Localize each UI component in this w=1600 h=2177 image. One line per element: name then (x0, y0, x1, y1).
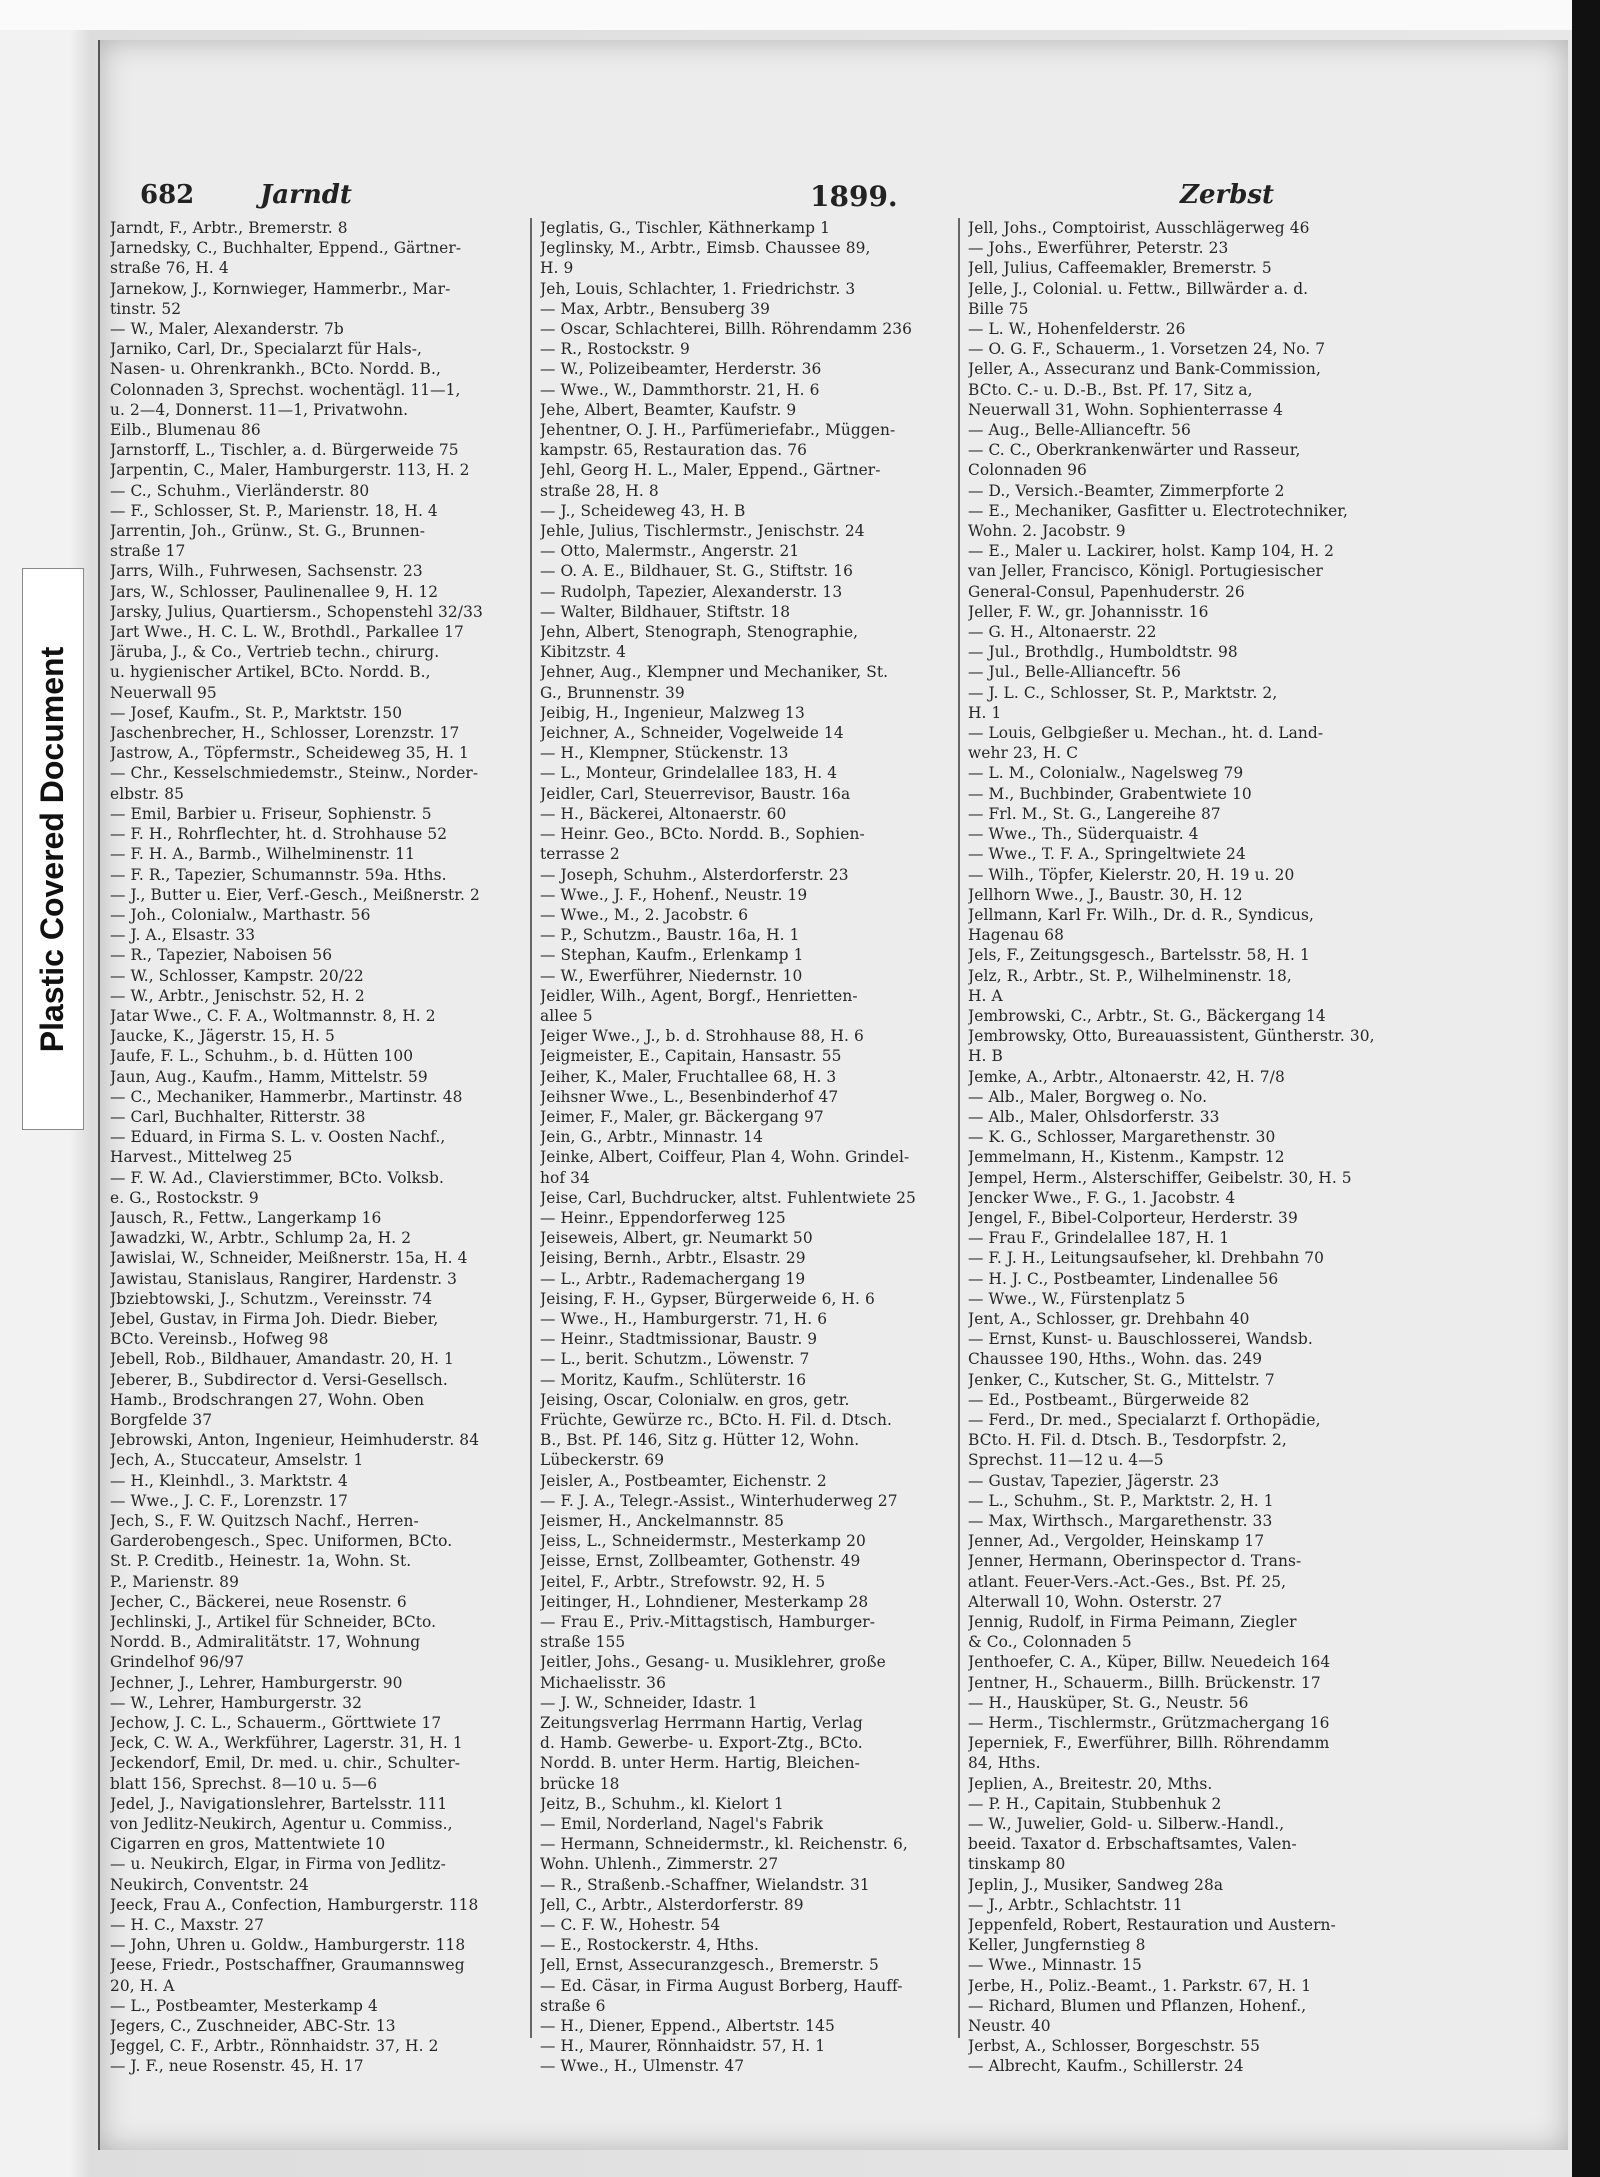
directory-entry-line: — E., Rostockerstr. 4, Hths. (540, 1936, 760, 1955)
directory-entry-line: — Wwe., J. C. F., Lorenzstr. 17 (110, 1491, 348, 1510)
directory-entry-line: Jechlinski, J., Artikel für Schneider, BCto. (110, 1613, 437, 1632)
directory-entry-line: — u. Neukirch, Elgar, in Firma von Jedlitz- (110, 1855, 446, 1874)
directory-entry-line: — C., Mechaniker, Hammerbr., Martinstr. 48 (110, 1087, 463, 1106)
directory-entry-line: Michaelisstr. 36 (540, 1673, 666, 1692)
directory-entry-line: Jawadzki, W., Arbtr., Schlump 2a, H. 2 (110, 1229, 412, 1248)
directory-entry-line: Jaschenbrecher, H., Schlosser, Lorenzstr. 17 (110, 724, 460, 743)
directory-entry-line: Nordd. B., Admiralitätstr. 17, Wohnung (110, 1633, 421, 1652)
directory-entry-line: — H., Diener, Eppend., Albertstr. 145 (540, 2017, 835, 2036)
directory-entry-line: Jell, Julius, Caffeemakler, Bremerstr. 5 (968, 259, 1272, 278)
directory-entry-line: — M., Buchbinder, Grabentwiete 10 (968, 784, 1252, 803)
directory-entry-line: u. 2—4, Donnerst. 11—1, Privatwohn. (110, 400, 409, 419)
directory-entry-line: Jeitler, Johs., Gesang- u. Musiklehrer, große (540, 1653, 886, 1672)
directory-entry-line: Jeise, Carl, Buchdrucker, altst. Fuhlentwiete 25 (540, 1188, 916, 1207)
directory-entry-line: Jent, A., Schlosser, gr. Drehbahn 40 (968, 1309, 1250, 1328)
directory-entry-line: — W., Schlosser, Kampstr. 20/22 (110, 966, 364, 985)
directory-entry-line: straße 17 (110, 542, 186, 561)
directory-entry-line: — Herm., Tischlermstr., Grützmachergang 16 (968, 1714, 1330, 1733)
directory-entry-line: Jehn, Albert, Stenograph, Stenographie, (540, 623, 859, 642)
directory-entry-line: — L., Schuhm., St. P., Marktstr. 2, H. 1 (968, 1491, 1274, 1510)
directory-entry-line: — J., Arbtr., Schlachtstr. 11 (968, 1895, 1183, 1914)
directory-entry-line: Jechner, J., Lehrer, Hamburgerstr. 90 (110, 1673, 403, 1692)
directory-entry-line: — W., Lehrer, Hamburgerstr. 32 (110, 1693, 362, 1712)
directory-entry-line: Hagenau 68 (968, 926, 1065, 945)
directory-entry-line: — Jul., Brothdlg., Humboldtstr. 98 (968, 643, 1238, 662)
directory-entry-line: Chaussee 190, Hths., Wohn. das. 249 (968, 1350, 1263, 1369)
directory-entry-line: Colonnaden 3, Sprechst. wochentägl. 11—1, (110, 380, 461, 399)
directory-entry-line: — Heinr., Eppendorferweg 125 (540, 1208, 786, 1227)
directory-entry-line: Jengel, F., Bibel-Colporteur, Herderstr. 39 (968, 1208, 1298, 1227)
right-edge-shadow (1572, 0, 1600, 2177)
directory-entry-line: hof 34 (540, 1168, 590, 1187)
directory-entry-line: elbstr. 85 (110, 784, 184, 803)
directory-entry-line: Jenthoefer, C. A., Küper, Billw. Neuedeich 164 (968, 1653, 1331, 1672)
directory-entry-line: — L. M., Colonialw., Nagelsweg 79 (968, 764, 1244, 783)
directory-entry-line: Neuerwall 31, Wohn. Sophienterrasse 4 (968, 400, 1284, 419)
directory-entry-line: — H., Hausküper, St. G., Neustr. 56 (968, 1693, 1249, 1712)
directory-entry-line: Jencker Wwe., F. G., 1. Jacobstr. 4 (968, 1188, 1236, 1207)
directory-entry-line: — Hermann, Schneidermstr., kl. Reichenstr. 6, (540, 1835, 908, 1854)
directory-entry-line: Jastrow, A., Töpfermstr., Scheideweg 35, H. 1 (110, 744, 469, 763)
directory-entry-line: — W., Maler, Alexanderstr. 7b (110, 320, 344, 339)
directory-entry-line: — Otto, Malermstr., Angerstr. 21 (540, 542, 800, 561)
directory-entry-line: Jeglatis, G., Tischler, Käthnerkamp 1 (540, 219, 831, 237)
directory-entry-line: Jeichner, A., Schneider, Vogelweide 14 (540, 724, 844, 743)
directory-entry-line: St. P. Creditb., Heinestr. 1a, Wohn. St. (110, 1552, 412, 1571)
directory-entry-line: atlant. Feuer-Vers.-Act.-Ges., Bst. Pf. 25, (968, 1572, 1287, 1591)
directory-entry-line: Jeggel, C. F., Arbtr., Rönnhaidstr. 37, H. 2 (110, 2037, 439, 2056)
directory-entry-line: — Frau F., Grindelallee 187, H. 1 (968, 1229, 1230, 1248)
directory-entry-line: — Max, Arbtr., Bensuberg 39 (540, 299, 771, 318)
directory-entry-line: Lübeckerstr. 69 (540, 1451, 665, 1470)
directory-entry-line: Jeihsner Wwe., L., Besenbinderhof 47 (540, 1087, 839, 1106)
directory-entry-line: Jatar Wwe., C. F. A., Woltmannstr. 8, H. 2 (110, 1006, 436, 1025)
directory-entry-line: — F. J. A., Telegr.-Assist., Winterhuderweg 27 (540, 1491, 898, 1510)
directory-entry-line: Jech, S., F. W. Quitzsch Nachf., Herren- (110, 1512, 419, 1530)
directory-entry-line: — L. W., Hohenfelderstr. 26 (968, 320, 1186, 339)
directory-entry-line: Jarrs, Wilh., Fuhrwesen, Sachsenstr. 23 (110, 562, 423, 581)
directory-entry-line: tinskamp 80 (968, 1855, 1066, 1874)
directory-entry-line: Jarniko, Carl, Dr., Specialarzt für Hals-, (110, 340, 423, 359)
directory-entry-line: — Heinr., Stadtmissionar, Baustr. 9 (540, 1330, 818, 1349)
header-year: 1899. (810, 180, 898, 213)
directory-entry-line: Jarpentin, C., Maler, Hamburgerstr. 113, H. 2 (110, 461, 470, 480)
directory-entry-line: B., Bst. Pf. 146, Sitz g. Hütter 12, Wohn. (540, 1431, 860, 1450)
directory-entry-line: — H. J. C., Postbeamter, Lindenallee 56 (968, 1269, 1279, 1288)
directory-entry-line: Jehner, Aug., Klempner und Mechaniker, St. (540, 663, 889, 682)
directory-entry-line: Jell, Ernst, Assecuranzgesch., Bremerstr. 5 (540, 1956, 879, 1975)
directory-entry-line: tinstr. 52 (110, 299, 182, 318)
directory-entry-line: — Moritz, Kaufm., Schlüterstr. 16 (540, 1370, 807, 1389)
directory-entry-line: — Josef, Kaufm., St. P., Marktstr. 150 (110, 703, 403, 722)
directory-entry-line: Jeglinsky, M., Arbtr., Eimsb. Chaussee 89, (540, 239, 871, 258)
directory-entry-line: Colonnaden 96 (968, 461, 1087, 480)
directory-entry-line: Borgfelde 37 (110, 1410, 213, 1429)
directory-entry-line: Bille 75 (968, 299, 1029, 318)
directory-entry-line: BCto. H. Fil. d. Dtsch. B., Tesdorpfstr. 2, (968, 1431, 1287, 1450)
directory-entry-line: — H., Bäckerei, Altonaerstr. 60 (540, 804, 787, 823)
directory-entry-line: — Alb., Maler, Ohlsdorferstr. 33 (968, 1107, 1220, 1126)
directory-entry-line: — Stephan, Kaufm., Erlenkamp 1 (540, 946, 804, 965)
directory-entry-line: Jelle, J., Colonial. u. Fettw., Billwärder a. d. (968, 279, 1309, 298)
directory-entry-line: beeid. Taxator d. Erbschaftsamtes, Valen- (968, 1835, 1297, 1854)
directory-entry-line: Jeitinger, H., Lohndiener, Mesterkamp 28 (540, 1592, 869, 1611)
directory-entry-line: Jemmelmann, H., Kistenm., Kampstr. 12 (968, 1148, 1285, 1167)
directory-entry-line: — Emil, Norderland, Nagel's Fabrik (540, 1815, 824, 1834)
directory-entry-line: straße 155 (540, 1633, 626, 1652)
directory-entry-line: Jembrowski, C., Arbtr., St. G., Bäckergang 14 (968, 1006, 1326, 1025)
directory-entry-line: — Joseph, Schuhm., Alsterdorferstr. 23 (540, 865, 849, 884)
directory-entry-line: — Wwe., J. F., Hohenf., Neustr. 19 (540, 885, 808, 904)
directory-entry-line: Jaun, Aug., Kaufm., Hamm, Mittelstr. 59 (110, 1067, 428, 1086)
directory-entry-line: — H. C., Maxstr. 27 (110, 1916, 265, 1935)
plastic-covered-label (22, 568, 84, 1130)
directory-entry-line: Alterwall 10, Wohn. Osterstr. 27 (968, 1592, 1223, 1611)
directory-entry-line: 84, Hths. (968, 1754, 1041, 1773)
directory-entry-line: Jechow, J. C. L., Schauerm., Görttwiete 17 (110, 1714, 442, 1733)
directory-entry-line: Jarnekow, J., Kornwieger, Hammerbr., Mar- (110, 279, 451, 298)
directory-entry-line: Jarnedsky, C., Buchhalter, Eppend., Gärtner- (110, 239, 462, 258)
directory-entry-line: Zeitungsverlag Herrmann Hartig, Verlag (540, 1714, 863, 1733)
directory-entry-line: — John, Uhren u. Goldw., Hamburgerstr. 118 (110, 1936, 466, 1955)
directory-entry-line: — Wwe., W., Fürstenplatz 5 (968, 1289, 1186, 1308)
directory-entry-line: Jennig, Rudolf, in Firma Peimann, Ziegler (968, 1613, 1297, 1632)
header-left-keyword: Jarndt (260, 180, 352, 210)
directory-entry-line: — J., Scheideweg 43, H. B (540, 501, 746, 520)
directory-entry-line: — L., Postbeamter, Mesterkamp 4 (110, 1996, 378, 2015)
directory-entry-line: Jedel, J., Navigationslehrer, Bartelsstr. 111 (110, 1794, 448, 1813)
directory-entry-line: Jeckendorf, Emil, Dr. med. u. chir., Schulter- (110, 1754, 461, 1773)
directory-entry-line: Früchte, Gewürze rc., BCto. H. Fil. d. Dtsch. (540, 1410, 892, 1429)
directory-entry-line: — J., Butter u. Eier, Verf.-Gesch., Meißnerstr. 2 (110, 885, 480, 904)
directory-entry-line: — W., Juwelier, Gold- u. Silberw.-Handl., (968, 1815, 1285, 1834)
directory-entry-line: — F. W. Ad., Clavierstimmer, BCto. Volksb. (110, 1168, 445, 1187)
directory-entry-line: Jeiher, K., Maler, Fruchtallee 68, H. 3 (540, 1067, 837, 1086)
directory-entry-line: Kibitzstr. 4 (540, 643, 627, 662)
directory-entry-line: — Albrecht, Kaufm., Schillerstr. 24 (968, 2057, 1244, 2076)
directory-entry-line: Jeinke, Albert, Coiffeur, Plan 4, Wohn. Grindel- (540, 1148, 910, 1167)
directory-entry-line: Harvest., Mittelweg 25 (110, 1148, 293, 1167)
directory-entry-line: — W., Ewerführer, Niedernstr. 10 (540, 966, 803, 985)
directory-entry-line: Jeller, F. W., gr. Johannisstr. 16 (968, 602, 1209, 621)
directory-entry-line: Jehentner, O. J. H., Parfümeriefabr., Müggen- (540, 421, 896, 440)
directory-entry-line: d. Hamb. Gewerbe- u. Export-Ztg., BCto. (540, 1734, 863, 1753)
directory-entry-line: Jeperniek, F., Ewerführer, Billh. Röhrendamm (968, 1734, 1330, 1753)
directory-entry-line: von Jedlitz-Neukirch, Agentur u. Commiss., (110, 1815, 453, 1834)
directory-entry-line: Jein, G., Arbtr., Minnastr. 14 (540, 1128, 763, 1147)
directory-entry-line: straße 76, H. 4 (110, 259, 229, 278)
directory-entry-line: — J. A., Elsastr. 33 (110, 926, 256, 945)
directory-entry-line: — F. R., Tapezier, Schumannstr. 59a. Hths. (110, 865, 447, 884)
directory-entry-line: — J. W., Schneider, Idastr. 1 (540, 1693, 758, 1712)
directory-entry-line: — P. H., Capitain, Stubbenhuk 2 (968, 1794, 1222, 1813)
directory-entry-line: — R., Rostockstr. 9 (540, 340, 690, 359)
directory-entry-line: — F., Schlosser, St. P., Marienstr. 18, H. 4 (110, 501, 438, 520)
directory-entry-line: Jeitel, F., Arbtr., Strefowstr. 92, H. 5 (540, 1572, 826, 1591)
page-number: 682 (140, 180, 195, 210)
directory-entry-line: — Jul., Belle-Allianceftr. 56 (968, 663, 1182, 682)
directory-entry-line: Jeplin, J., Musiker, Sandweg 28a (968, 1875, 1224, 1894)
directory-entry-line: BCto. C.- u. D.-B., Bst. Pf. 17, Sitz a, (968, 380, 1253, 399)
directory-entry-line: — Eduard, in Firma S. L. v. Oosten Nachf., (110, 1128, 446, 1147)
directory-entry-line: — L., Monteur, Grindelallee 183, H. 4 (540, 764, 838, 783)
directory-entry-line: Jarnstorff, L., Tischler, a. d. Bürgerweide 75 (110, 441, 459, 460)
directory-entry-line: brücke 18 (540, 1774, 620, 1793)
directory-entry-line: Jars, W., Schlosser, Paulinenallee 9, H. 12 (110, 582, 439, 601)
directory-entry-line: Jecher, C., Bäckerei, neue Rosenstr. 6 (110, 1592, 407, 1611)
directory-entry-line: Jenker, C., Kutscher, St. G., Mittelstr. 7 (968, 1370, 1275, 1389)
directory-entry-line: kampstr. 65, Restauration das. 76 (540, 441, 808, 460)
directory-entry-line: — Frau E., Priv.-Mittagstisch, Hamburger- (540, 1613, 876, 1632)
directory-entry-line: General-Consul, Papenhuderstr. 26 (968, 582, 1245, 601)
plastic-covered-label-text: Plastic Covered Document (34, 646, 71, 1052)
directory-entry-line: Jels, F., Zeitungsgesch., Bartelsstr. 58, H. 1 (968, 946, 1310, 965)
header-right-keyword: Zerbst (1180, 180, 1275, 210)
directory-entry-line: Jemke, A., Arbtr., Altonaerstr. 42, H. 7/8 (968, 1067, 1285, 1086)
directory-entry-line: — Rudolph, Tapezier, Alexanderstr. 13 (540, 582, 843, 601)
directory-entry-line: — Wwe., M., 2. Jacobstr. 6 (540, 905, 749, 924)
directory-entry-line: Jawislai, W., Schneider, Meißnerstr. 15a, H. 4 (110, 1249, 468, 1268)
top-margin (0, 0, 1600, 30)
directory-entry-line: Jeidler, Wilh., Agent, Borgf., Henrietten- (540, 986, 858, 1005)
directory-entry-line: Jeising, Oscar, Colonialw. en gros, getr. (540, 1390, 850, 1409)
directory-entry-line: Jeiger Wwe., J., b. d. Strohhause 88, H. 6 (540, 1027, 864, 1046)
directory-entry-line: Jbziebtowski, J., Schutzm., Vereinsstr. 74 (110, 1289, 433, 1308)
directory-entry-line: Jeplien, A., Breitestr. 20, Mths. (968, 1774, 1213, 1793)
directory-entry-line: Jeppenfeld, Robert, Restauration und Austern- (968, 1916, 1336, 1935)
directory-entry-line: — Wwe., T. F. A., Springeltwiete 24 (968, 845, 1246, 864)
directory-entry-line: — Ed. Cäsar, in Firma August Borberg, Hauff- (540, 1976, 903, 1995)
directory-entry-line: Jeising, Bernh., Arbtr., Elsastr. 29 (540, 1249, 806, 1268)
directory-entry-line: Jell, C., Arbtr., Alsterdorferstr. 89 (540, 1895, 804, 1914)
directory-entry-line: — P., Schutzm., Baustr. 16a, H. 1 (540, 926, 800, 945)
directory-entry-line: Hamb., Brodschrangen 27, Wohn. Oben (110, 1390, 425, 1409)
directory-entry-line: Jaucke, K., Jägerstr. 15, H. 5 (110, 1027, 335, 1046)
directory-entry-line: Neukirch, Conventstr. 24 (110, 1875, 309, 1894)
directory-entry-line: Jeh, Louis, Schlachter, 1. Friedrichstr. 3 (540, 279, 856, 298)
directory-entry-line: — Heinr. Geo., BCto. Nordd. B., Sophien- (540, 825, 865, 844)
directory-entry-line: Jebrowski, Anton, Ingenieur, Heimhuderstr. 84 (110, 1431, 480, 1450)
directory-entry-line: — R., Straßenb.-Schaffner, Wielandstr. 31 (540, 1875, 870, 1894)
directory-entry-line: — O. G. F., Schauerm., 1. Vorsetzen 24, No. 7 (968, 340, 1326, 359)
directory-entry-line: Jeese, Friedr., Postschaffner, Graumannsweg (110, 1956, 465, 1975)
directory-entry-line: — Chr., Kesselschmiedemstr., Steinw., Norder- (110, 764, 479, 783)
directory-entry-line: — Wwe., Th., Süderquaistr. 4 (968, 825, 1199, 844)
directory-entry-line: — E., Maler u. Lackirer, holst. Kamp 104, H. 2 (968, 542, 1335, 561)
directory-entry-line: — Oscar, Schlachterei, Billh. Röhrendamm 236 (540, 320, 913, 339)
directory-entry-line: Jentner, H., Schauerm., Billh. Brückenstr. 17 (968, 1673, 1321, 1692)
directory-entry-line: H. B (968, 1047, 1003, 1066)
directory-entry-line: — Frl. M., St. G., Langereihe 87 (968, 804, 1221, 823)
directory-entry-line: Jehl, Georg H. L., Maler, Eppend., Gärtner- (540, 461, 881, 480)
directory-entry-line: Jarndt, F., Arbtr., Bremerstr. 8 (110, 219, 348, 237)
directory-entry-line: — F. H. A., Barmb., Wilhelminenstr. 11 (110, 845, 416, 864)
directory-entry-line: Grindelhof 96/97 (110, 1653, 245, 1672)
directory-entry-line: — W., Arbtr., Jenischstr. 52, H. 2 (110, 986, 365, 1005)
directory-entry-line: Jerbst, A., Schlosser, Borgeschstr. 55 (968, 2037, 1261, 2056)
directory-entry-line: — Ed., Postbeamt., Bürgerweide 82 (968, 1390, 1250, 1409)
directory-entry-line: Neustr. 40 (968, 2017, 1051, 2036)
directory-entry-line: — F. J. H., Leitungsaufseher, kl. Drehbahn 70 (968, 1249, 1325, 1268)
directory-entry-line: Jeimer, F., Maler, gr. Bäckergang 97 (540, 1107, 824, 1126)
directory-entry-line: Jeller, A., Assecuranz und Bank-Commission, (968, 360, 1321, 379)
directory-entry-line: Jeiseweis, Albert, gr. Neumarkt 50 (540, 1229, 813, 1248)
directory-entry-line: Jehle, Julius, Tischlermstr., Jenischstr. 24 (540, 522, 865, 541)
directory-entry-line: — Ernst, Kunst- u. Bauschlosserei, Wandsb. (968, 1330, 1313, 1349)
directory-entry-line: — C., Schuhm., Vierländerstr. 80 (110, 481, 370, 500)
directory-entry-line: Jeigmeister, E., Capitain, Hansastr. 55 (540, 1047, 842, 1066)
directory-entry-line: — W., Polizeibeamter, Herderstr. 36 (540, 360, 822, 379)
directory-entry-line: Jeck, C. W. A., Werkführer, Lagerstr. 31, H. 1 (110, 1734, 463, 1753)
directory-entry-line: Jellmann, Karl Fr. Wilh., Dr. d. R., Syndicus, (968, 905, 1314, 924)
directory-entry-line: — Wwe., W., Dammthorstr. 21, H. 6 (540, 380, 820, 399)
directory-entry-line: H. 9 (540, 259, 574, 278)
directory-entry-line: — J. F., neue Rosenstr. 45, H. 17 (110, 2057, 364, 2076)
directory-entry-line: Jellhorn Wwe., J., Baustr. 30, H. 12 (968, 885, 1243, 904)
directory-entry-line: Jarrentin, Joh., Grünw., St. G., Brunnen- (110, 522, 426, 541)
directory-entry-line: Eilb., Blumenau 86 (110, 421, 261, 440)
directory-entry-line: Jawistau, Stanislaus, Rangirer, Hardenstr. 3 (110, 1269, 457, 1288)
directory-entry-line: Garderobengesch., Spec. Uniformen, BCto. (110, 1532, 453, 1551)
directory-entry-line: Jelz, R., Arbtr., St. P., Wilhelminenstr. 18, (968, 966, 1292, 985)
directory-entry-line: Jenner, Ad., Vergolder, Heinskamp 17 (968, 1532, 1265, 1551)
directory-entry-line: Jarsky, Julius, Quartiersm., Schopenstehl 32/33 (110, 602, 483, 621)
directory-entry-line: H. A (968, 986, 1003, 1005)
directory-entry-line: — Richard, Blumen und Pflanzen, Hohenf., (968, 1996, 1307, 2015)
directory-entry-line: Jempel, Herm., Alsterschiffer, Geibelstr. 30, H. 5 (968, 1168, 1352, 1187)
directory-entry-line: — Aug., Belle-Allianceftr. 56 (968, 421, 1191, 440)
directory-entry-line: Jeitz, B., Schuhm., kl. Kielort 1 (540, 1794, 784, 1813)
directory-entry-line: e. G., Rostockstr. 9 (110, 1188, 259, 1207)
directory-entry-line: — O. A. E., Bildhauer, St. G., Stiftstr. 16 (540, 562, 854, 581)
directory-entry-line: — R., Tapezier, Naboisen 56 (110, 946, 333, 965)
directory-entry-line: Jeismer, H., Anckelmannstr. 85 (540, 1512, 785, 1530)
directory-entry-line: — G. H., Altonaerstr. 22 (968, 623, 1157, 642)
directory-entry-line: H. 1 (968, 703, 1002, 722)
directory-entry-line: straße 6 (540, 1996, 606, 2015)
directory-entry-line: — Wwe., Minnastr. 15 (968, 1956, 1142, 1975)
directory-entry-line: Wohn. Uhlenh., Zimmerstr. 27 (540, 1855, 779, 1874)
directory-entry-line: Jaufe, F. L., Schuhm., b. d. Hütten 100 (110, 1047, 414, 1066)
directory-entry-line: — Walter, Bildhauer, Stiftstr. 18 (540, 602, 791, 621)
directory-entry-line: — H., Kleinhdl., 3. Marktstr. 4 (110, 1471, 348, 1490)
directory-entry-line: straße 28, H. 8 (540, 481, 659, 500)
directory-entry-line: Jart Wwe., H. C. L. W., Brothdl., Parkallee 17 (110, 623, 464, 642)
column-2 (540, 218, 962, 2077)
directory-entry-line: — Joh., Colonialw., Marthastr. 56 (110, 905, 371, 924)
directory-entry-line: Jehe, Albert, Beamter, Kaufstr. 9 (540, 400, 797, 419)
directory-entry-line: allee 5 (540, 1006, 593, 1025)
directory-entry-line: G., Brunnenstr. 39 (540, 683, 685, 702)
directory-entry-line: Jeibig, H., Ingenieur, Malzweg 13 (540, 703, 805, 722)
directory-entry-line: Jembrowsky, Otto, Bureauassistent, Güntherstr. 30, (968, 1027, 1375, 1046)
page-header (0, 180, 1600, 220)
directory-entry-line: Jerbe, H., Poliz.-Beamt., 1. Parkstr. 67, H. 1 (968, 1976, 1312, 1995)
directory-entry-line: Jausch, R., Fettw., Langerkamp 16 (110, 1208, 382, 1227)
directory-entry-line: terrasse 2 (540, 845, 620, 864)
directory-entry-line: — Wwe., H., Ulmenstr. 47 (540, 2057, 745, 2076)
directory-entry-line: — J. L. C., Schlosser, St. P., Marktstr. 2, (968, 683, 1278, 702)
directory-entry-line: Jeising, F. H., Gypser, Bürgerweide 6, H. 6 (540, 1289, 875, 1308)
directory-entry-line: — F. H., Rohrflechter, ht. d. Strohhause 52 (110, 825, 448, 844)
directory-entry-line: Keller, Jungfernstieg 8 (968, 1936, 1146, 1955)
directory-entry-line: — E., Mechaniker, Gasfitter u. Electrotechniker, (968, 501, 1349, 520)
directory-entry-line: 20, H. A (110, 1976, 175, 1995)
directory-entry-line: Jebell, Rob., Bildhauer, Amandastr. 20, H. 1 (110, 1350, 454, 1369)
directory-entry-line: — Alb., Maler, Borgweg o. No. (968, 1087, 1208, 1106)
directory-entry-line: Jeisler, A., Postbeamter, Eichenstr. 2 (540, 1471, 827, 1490)
directory-entry-line: — C. F. W., Hohestr. 54 (540, 1916, 721, 1935)
directory-entry-line: Jech, A., Stuccateur, Amselstr. 1 (110, 1451, 364, 1470)
directory-entry-line: Jell, Johs., Comptoirist, Ausschlägerweg 46 (968, 219, 1310, 237)
directory-entry-line: Jenner, Hermann, Oberinspector d. Trans- (968, 1552, 1302, 1571)
directory-entry-line: Jeberer, B., Subdirector d. Versi-Gesellsch. (110, 1370, 448, 1389)
directory-entry-line: Järuba, J., & Co., Vertrieb techn., chirurg. (110, 643, 440, 662)
directory-entry-line: Cigarren en gros, Mattentwiete 10 (110, 1835, 386, 1854)
directory-entry-line: Jegers, C., Zuschneider, ABC-Str. 13 (110, 2017, 396, 2036)
directory-entry-line: — Ferd., Dr. med., Specialarzt f. Orthopädie, (968, 1410, 1321, 1429)
directory-entry-line: — Johs., Ewerführer, Peterstr. 23 (968, 239, 1229, 258)
directory-entry-line: — C. C., Oberkrankenwärter und Rasseur, (968, 441, 1301, 460)
directory-entry-line: — L., Arbtr., Rademachergang 19 (540, 1269, 806, 1288)
directory-entry-line: van Jeller, Francisco, Königl. Portugiesischer (968, 562, 1323, 581)
directory-entry-line: — Max, Wirthsch., Margarethenstr. 33 (968, 1512, 1273, 1530)
directory-entry-line: Nordd. B. unter Herm. Hartig, Bleichen- (540, 1754, 860, 1773)
directory-entry-line: P., Marienstr. 89 (110, 1572, 239, 1591)
directory-entry-line: — H., Maurer, Rönnhaidstr. 57, H. 1 (540, 2037, 826, 2056)
directory-entry-line: — K. G., Schlosser, Margarethenstr. 30 (968, 1128, 1276, 1147)
directory-entry-line: — Louis, Gelbgießer u. Mechan., ht. d. Land- (968, 724, 1324, 743)
directory-entry-line: Neuerwall 95 (110, 683, 217, 702)
directory-entry-line: Nasen- u. Ohrenkrankh., BCto. Nordd. B., (110, 360, 441, 379)
directory-entry-line: Jeeck, Frau A., Confection, Hamburgerstr. 118 (110, 1895, 479, 1914)
directory-entry-line: — Wilh., Töpfer, Kielerstr. 20, H. 19 u. 20 (968, 865, 1295, 884)
column-3 (968, 218, 1398, 2077)
directory-entry-line: wehr 23, H. C (968, 744, 1079, 763)
directory-entry-line: — D., Versich.-Beamter, Zimmerpforte 2 (968, 481, 1285, 500)
directory-entry-line: blatt 156, Sprechst. 8—10 u. 5—6 (110, 1774, 378, 1793)
directory-entry-line: Jeidler, Carl, Steuerrevisor, Baustr. 16a (540, 784, 851, 803)
directory-entry-line: Jeiss, L., Schneidermstr., Mesterkamp 20 (540, 1532, 866, 1551)
column-1 (110, 218, 520, 2077)
directory-entry-line: — L., berit. Schutzm., Löwenstr. 7 (540, 1350, 810, 1369)
directory-entry-line: Wohn. 2. Jacobstr. 9 (968, 522, 1126, 541)
directory-entry-line: — Carl, Buchhalter, Ritterstr. 38 (110, 1107, 366, 1126)
directory-entry-line: Jebel, Gustav, in Firma Joh. Diedr. Bieber, (110, 1309, 439, 1328)
directory-entry-line: — Emil, Barbier u. Friseur, Sophienstr. 5 (110, 804, 432, 823)
directory-entry-line: — H., Klempner, Stückenstr. 13 (540, 744, 789, 763)
directory-entry-line: — Wwe., H., Hamburgerstr. 71, H. 6 (540, 1309, 828, 1328)
directory-entry-line: u. hygienischer Artikel, BCto. Nordd. B., (110, 663, 431, 682)
directory-entry-line: Jeisse, Ernst, Zollbeamter, Gothenstr. 49 (540, 1552, 861, 1571)
column-rule-1 (530, 218, 532, 2038)
directory-entry-line: — Gustav, Tapezier, Jägerstr. 23 (968, 1471, 1220, 1490)
directory-entry-line: & Co., Colonnaden 5 (968, 1633, 1132, 1652)
directory-entry-line: BCto. Vereinsb., Hofweg 98 (110, 1330, 329, 1349)
directory-entry-line: Sprechst. 11—12 u. 4—5 (968, 1451, 1164, 1470)
